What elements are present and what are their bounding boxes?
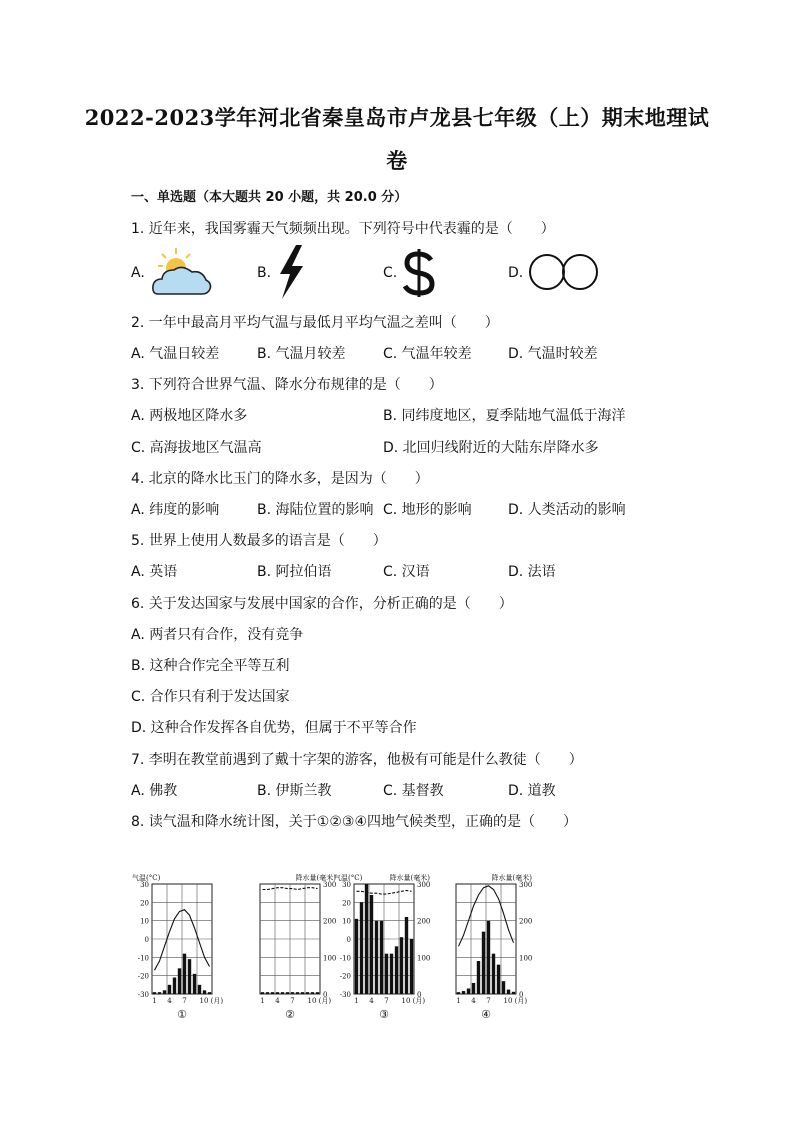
precip-tick-label: 300 <box>323 881 336 889</box>
precip-axis-title: 降水量(毫米) <box>295 874 336 882</box>
precip-bar <box>390 954 393 994</box>
q3-option-c: C. 高海拔地区气温高 <box>131 440 262 456</box>
chart-number-label: ④ <box>481 1008 491 1021</box>
q5-option-d: D. 法语 <box>508 564 556 580</box>
precip-bar <box>370 895 373 994</box>
temp-tick-label: 0 <box>144 936 149 944</box>
q1-option-b-label: B. <box>257 265 272 281</box>
temp-axis-title: 气温(°C) <box>132 874 161 882</box>
q6-option-d: D. 这种合作发挥各自优势，但属于不平等合作 <box>131 720 417 736</box>
q3-option-b: B. 同纬度地区，夏季陆地气温低于海洋 <box>383 408 626 424</box>
question-2: 2. 一年中最高月平均气温与最低月平均气温之差叫（ ） <box>131 315 499 331</box>
precip-tick-label: 200 <box>417 917 430 926</box>
precip-tick-label: 100 <box>417 954 430 963</box>
page-title-line2: 卷 <box>386 148 408 173</box>
question-1: 1. 近年来，我国雾霾天气频频出现。下列符号中代表霾的是（ ） <box>131 221 555 237</box>
month-tick-label: 4 <box>471 997 476 1005</box>
precip-bar <box>311 992 314 994</box>
question-4: 4. 北京的降水比玉门的降水多，是因为（ ） <box>131 471 429 487</box>
precip-bar <box>477 961 480 994</box>
question-6: 6. 关于发达国家与发展中国家的合作，分析正确的是（ ） <box>131 596 513 612</box>
temp-tick-label: -30 <box>339 991 351 999</box>
month-tick-label: 4 <box>275 997 280 1005</box>
month-tick-label: 1 <box>152 997 157 1005</box>
question-5: 5. 世界上使用人数最多的语言是（ ） <box>131 533 387 549</box>
q6-option-c: C. 合作只有利于发达国家 <box>131 689 290 705</box>
temp-tick-label: 20 <box>140 899 149 908</box>
dollar-haze-icon <box>400 248 438 298</box>
precip-bar <box>507 990 510 994</box>
q3-option-d: D. 北回归线附近的大陆东岸降水多 <box>383 440 599 456</box>
q7-option-d: D. 道教 <box>508 783 556 799</box>
temp-tick-label: 30 <box>342 881 351 889</box>
question-8: 8. 读气温和降水统计图，关于①②③④四地气候类型，正确的是（ ） <box>131 814 578 830</box>
precip-bar <box>375 921 378 994</box>
precip-tick-label: 0 <box>519 991 524 999</box>
precip-bar <box>301 992 304 994</box>
precip-bar <box>281 992 284 994</box>
precip-axis-title: 降水量(毫米) <box>491 874 532 882</box>
q4-option-b: B. 海陆位置的影响 <box>257 502 374 518</box>
chart-number-label: ③ <box>379 1008 389 1021</box>
temp-axis-title: 气温(°C) <box>334 874 363 882</box>
temp-tick-label: 0 <box>346 936 351 944</box>
precip-bar <box>380 921 383 994</box>
q4-option-c: C. 地形的影响 <box>383 502 472 518</box>
lightning-icon <box>276 244 306 300</box>
q7-option-b: B. 伊斯兰教 <box>257 783 332 799</box>
q2-option-d: D. 气温时较差 <box>508 346 598 362</box>
precip-bar <box>291 992 294 994</box>
month-tick-label: 7 <box>290 997 295 1005</box>
precip-bar <box>395 946 398 994</box>
temp-tick-label: -10 <box>137 954 149 963</box>
precip-bar <box>316 992 319 994</box>
month-tick-label: 10 (月) <box>307 997 332 1005</box>
q5-option-c: C. 汉语 <box>383 564 430 580</box>
precip-bar <box>497 965 500 994</box>
precip-tick-label: 0 <box>417 991 422 999</box>
precip-bar <box>276 992 279 994</box>
chart-number-label: ② <box>285 1008 295 1021</box>
precip-bar <box>355 919 358 994</box>
precip-bar <box>158 992 161 994</box>
precip-bar <box>492 954 495 994</box>
month-tick-label: 10 (月) <box>199 997 224 1005</box>
q2-option-c: C. 气温年较差 <box>383 346 472 362</box>
precip-tick-label: 100 <box>519 954 532 963</box>
precip-bar <box>365 884 368 994</box>
chart-number-label: ① <box>177 1008 187 1021</box>
precip-bar <box>163 990 166 994</box>
q4-option-a: A. 纬度的影响 <box>131 502 220 518</box>
temp-tick-label: -10 <box>339 954 351 963</box>
q2-option-a: A. 气温日较差 <box>131 346 220 362</box>
precip-tick-label: 200 <box>323 917 336 926</box>
q5-option-a: A. 英语 <box>131 564 178 580</box>
temp-tick-label: 10 <box>140 917 149 926</box>
q1-option-a-label: A. <box>131 265 145 281</box>
month-tick-label: 4 <box>167 997 172 1005</box>
q6-option-b: B. 这种合作完全平等互利 <box>131 658 290 674</box>
page-title-line1: 2022-2023学年河北省秦皇岛市卢龙县七年级（上）期末地理试 <box>84 105 710 130</box>
temp-tick-label: -20 <box>137 972 149 981</box>
q6-option-a: A. 两者只有合作，没有竞争 <box>131 627 304 643</box>
precip-bar <box>188 959 191 994</box>
precip-tick-label: 300 <box>519 881 532 889</box>
temp-tick-label: 20 <box>342 899 351 908</box>
precip-bar <box>502 981 505 994</box>
question-3: 3. 下列符合世界气温、降水分布规律的是（ ） <box>131 377 443 393</box>
month-tick-label: 7 <box>384 997 389 1005</box>
precip-bar <box>467 989 470 995</box>
month-tick-label: 4 <box>369 997 374 1005</box>
precip-bar <box>193 974 196 994</box>
q7-option-c: C. 基督教 <box>383 783 444 799</box>
precip-axis-title: 降水量(毫米) <box>389 874 430 882</box>
precip-bar <box>472 983 475 994</box>
q3-option-a: A. 两极地区降水多 <box>131 408 248 424</box>
precip-bar <box>482 932 485 994</box>
climate-chart-2 <box>236 872 336 1032</box>
month-tick-label: 7 <box>182 997 187 1005</box>
double-circle-icon <box>527 252 601 292</box>
precip-bar <box>405 917 408 994</box>
climate-chart-3 <box>330 872 430 1032</box>
precip-bar <box>360 902 363 994</box>
precip-bar <box>512 992 515 994</box>
month-tick-label: 1 <box>354 997 359 1005</box>
precip-bar <box>385 954 388 994</box>
precip-tick-label: 100 <box>323 954 336 963</box>
precip-bar <box>296 992 299 994</box>
month-tick-label: 7 <box>486 997 491 1005</box>
partly-cloudy-icon <box>150 246 212 298</box>
precip-bar <box>208 992 211 994</box>
climate-chart-1 <box>128 872 228 1032</box>
precip-bar <box>271 992 274 994</box>
precip-bar <box>286 992 289 994</box>
precip-tick-label: 200 <box>519 917 532 926</box>
precip-bar <box>266 992 269 994</box>
precip-bar <box>203 990 206 994</box>
precip-bar <box>178 968 181 994</box>
month-tick-label: 10 (月) <box>503 997 528 1005</box>
precip-bar <box>168 985 171 994</box>
precip-bar <box>198 985 201 994</box>
climate-chart-4 <box>432 872 532 1032</box>
q7-option-a: A. 佛教 <box>131 783 178 799</box>
section-heading: 一、单选题（本大题共 20 小题，共 20.0 分） <box>131 190 408 205</box>
temp-tick-label: -20 <box>339 972 351 981</box>
precip-bar <box>457 992 460 994</box>
precip-bar <box>487 921 490 994</box>
precip-bar <box>400 937 403 994</box>
precip-bar <box>306 992 309 994</box>
month-tick-label: 1 <box>456 997 461 1005</box>
q2-option-b: B. 气温月较差 <box>257 346 346 362</box>
q1-option-c-label: C. <box>383 265 398 281</box>
temp-tick-label: 30 <box>140 881 149 889</box>
precip-bar <box>153 992 156 994</box>
temp-tick-label: -30 <box>137 991 149 999</box>
precip-bar <box>173 978 176 995</box>
precip-tick-label: 300 <box>417 881 430 889</box>
precip-tick-label: 0 <box>323 991 328 999</box>
q5-option-b: B. 阿拉伯语 <box>257 564 332 580</box>
month-tick-label: 1 <box>260 997 265 1005</box>
precip-bar <box>462 991 465 994</box>
month-tick-label: 10 (月) <box>401 997 426 1005</box>
precip-bar <box>183 954 186 994</box>
temp-tick-label: 10 <box>342 917 351 926</box>
precip-bar <box>410 939 413 994</box>
precip-bar <box>261 992 264 994</box>
question-7: 7. 李明在教堂前遇到了戴十字架的游客，他极有可能是什么教徒（ ） <box>131 752 583 768</box>
q1-option-d-label: D. <box>508 265 524 281</box>
q4-option-d: D. 人类活动的影响 <box>508 502 626 518</box>
